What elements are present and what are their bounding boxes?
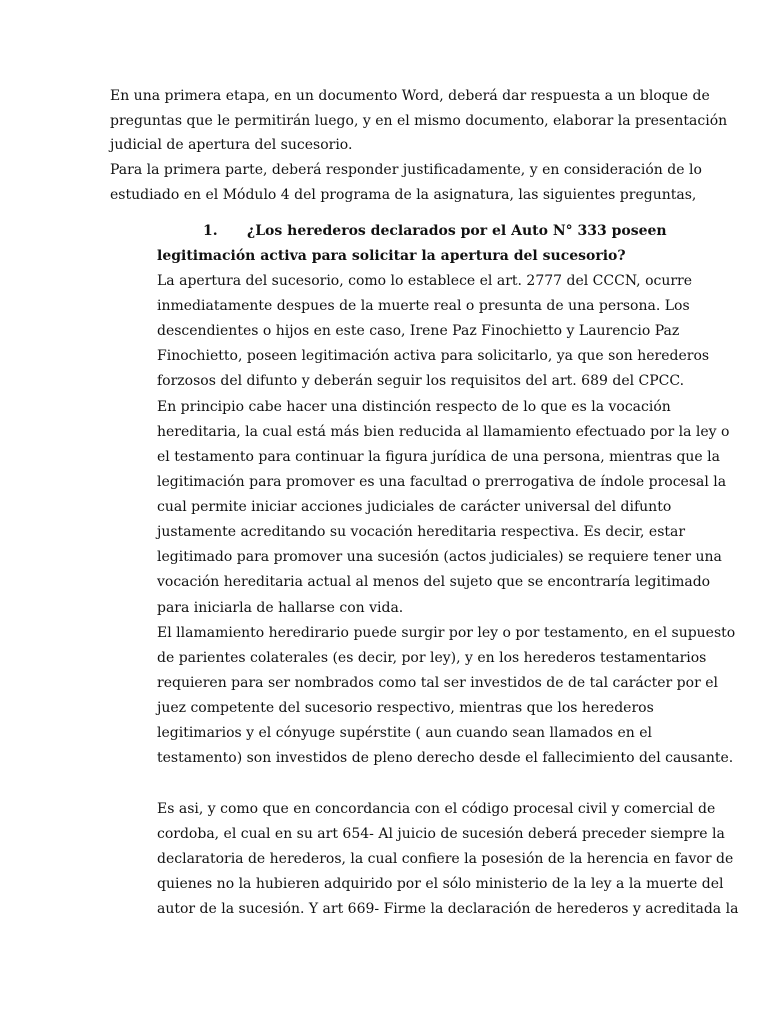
answer-line: La apertura del sucesorio, como lo establece el art. 2777 del CCCN, ocurre — [157, 273, 693, 289]
answer-line: de parientes colaterales (es decir, por ley), y en los herederos testamentarios — [157, 650, 707, 666]
intro-line: judicial de apertura del sucesorio. — [110, 137, 353, 153]
answer-line: cual permite iniciar acciones judiciales de carácter universal del difunto — [157, 499, 672, 515]
answer-line: para iniciarla de hallarse con vida. — [157, 600, 404, 616]
answer-line: testamento) son investidos de pleno derecho desde el fallecimiento del causante. — [157, 750, 734, 766]
intro-line: En una primera etapa, en un documento Word, deberá dar respuesta a un bloque de — [110, 88, 710, 104]
answer-line: quienes no la hubieren adquirido por el sólo ministerio de la ley a la muerte del — [157, 876, 724, 892]
intro-line: preguntas que le permitirán luego, y en el mismo documento, elaborar la presentación — [110, 113, 728, 129]
answer-line: Es asi, y como que en concordancia con el código procesal civil y comercial de — [157, 801, 716, 817]
answer-line: El llamamiento heredirario puede surgir por ley o por testamento, en el supuesto — [157, 625, 736, 641]
intro-line: Para la primera parte, deberá responder justificadamente, y en consideración de lo — [110, 162, 702, 178]
answer-line: legitimarios y el cónyuge supérstite ( aun cuando sean llamados en el — [157, 725, 652, 741]
answer-line: legitimado para promover una sucesión (actos judiciales) se requiere tener una — [157, 549, 722, 565]
answer-line: descendientes o hijos en este caso, Irene Paz Finochietto y Laurencio Paz — [157, 323, 680, 339]
answer-line: declaratoria de herederos, la cual confiere la posesión de la herencia en favor de — [157, 851, 734, 867]
answer-line: Finochietto, poseen legitimación activa para solicitarlo, ya que son herederos — [157, 348, 710, 364]
answer-line: inmediatamente despues de la muerte real o presunta de una persona. Los — [157, 298, 690, 314]
answer-line: legitimación para promover es una facultad o prerrogativa de índole procesal la — [157, 474, 727, 490]
answer-line: En principio cabe hacer una distinción respecto de lo que es la vocación — [157, 399, 671, 415]
question-number: 1. — [203, 223, 218, 239]
question-title-line: ¿Los herederos declarados por el Auto N° 333 poseen — [247, 223, 667, 239]
answer-line: vocación hereditaria actual al menos del sujeto que se encontraría legitimado — [157, 574, 711, 590]
answer-line: cordoba, el cual en su art 654- Al juicio de sucesión deberá preceder siempre la — [157, 826, 725, 842]
answer-line: juez competente del sucesorio respectivo, mientras que los herederos — [157, 700, 654, 716]
answer-line: requieren para ser nombrados como tal ser investidos de de tal carácter por el — [157, 675, 718, 691]
question-title-line: legitimación activa para solicitar la apertura del sucesorio? — [157, 248, 626, 264]
answer-line: hereditaria, la cual está más bien reducida al llamamiento efectuado por la ley o — [157, 424, 730, 440]
answer-line: forzosos del difunto y deberán seguir los requisitos del art. 689 del CPCC. — [157, 373, 685, 389]
answer-line: justamente acreditando su vocación hereditaria respectiva. Es decir, estar — [157, 524, 686, 540]
answer-line: autor de la sucesión. Y art 669- Firme la declaración de herederos y acreditada la — [157, 901, 739, 917]
answer-line: el testamento para continuar la figura jurídica de una persona, mientras que la — [157, 449, 720, 465]
intro-line: estudiado en el Módulo 4 del programa de la asignatura, las siguientes preguntas, — [110, 187, 697, 203]
